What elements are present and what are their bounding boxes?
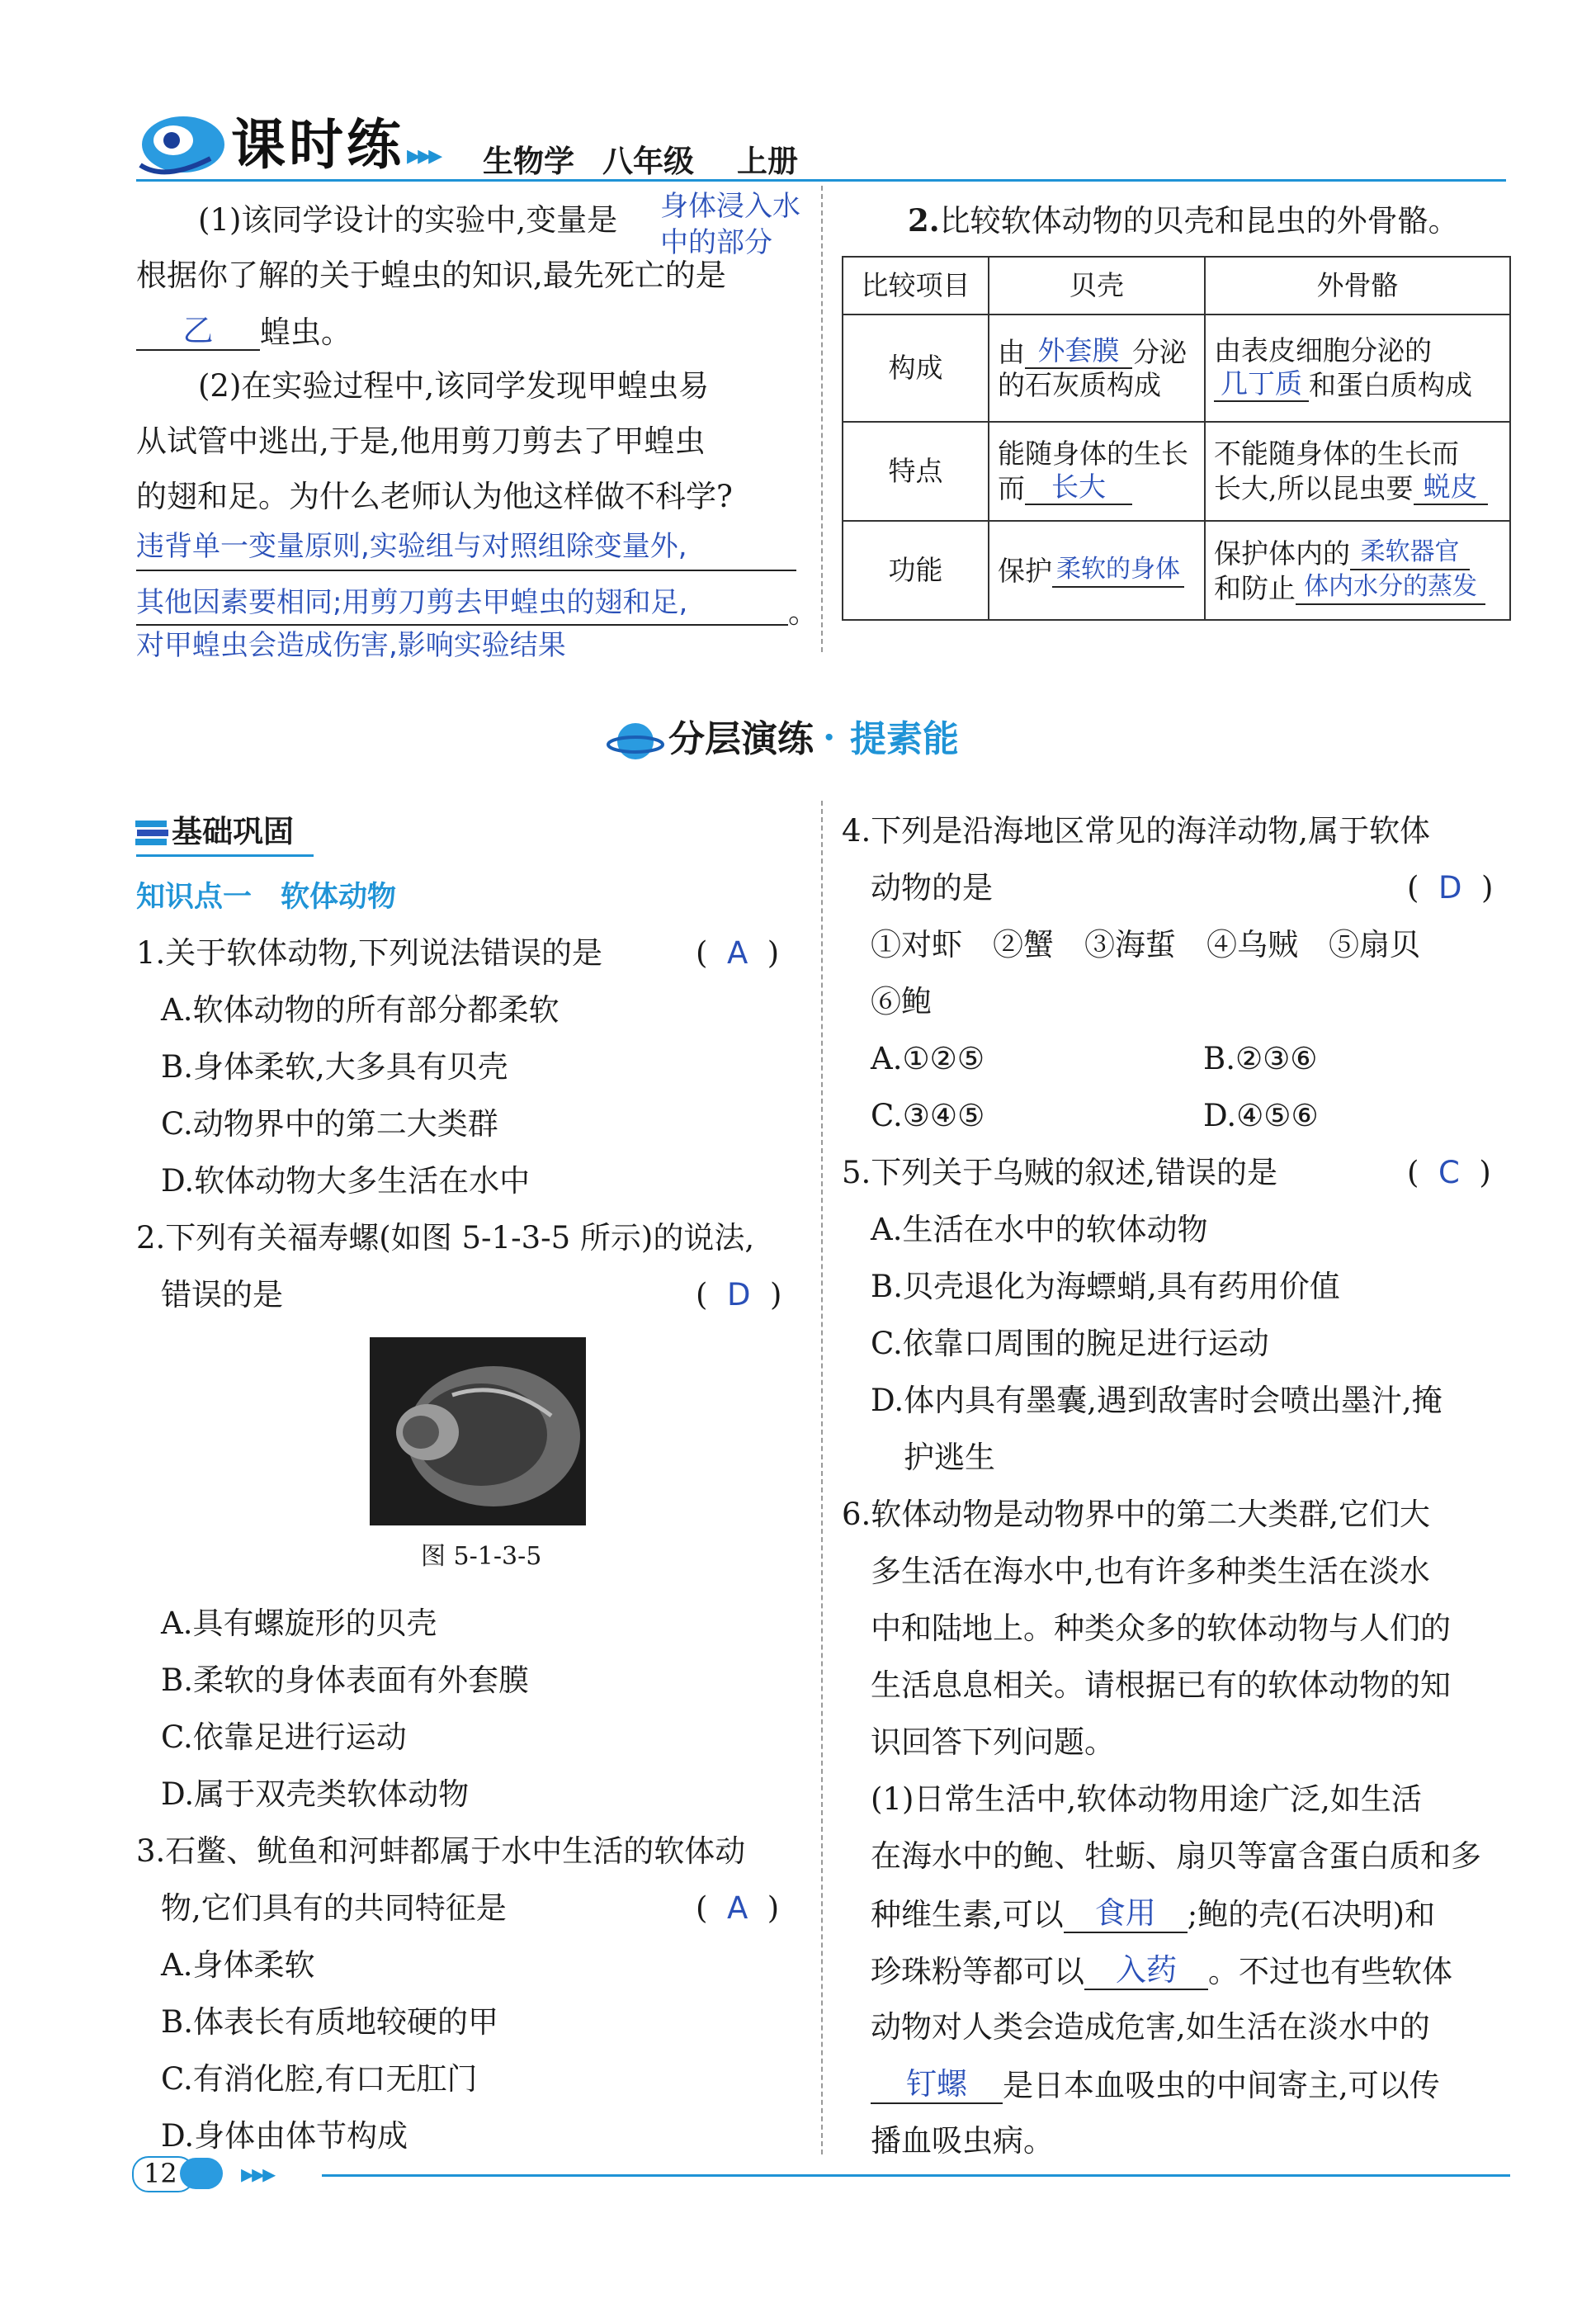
q3-stem-2: 物,它们具有的共同特征是 <box>161 1890 507 1926</box>
q4-option-a: A.①②⑤ <box>871 1041 985 1076</box>
page-footer <box>132 2154 1518 2196</box>
q3-option-a: A.身体柔软 <box>161 1947 315 1983</box>
q4-items-2: ⑥鲍 <box>871 984 932 1019</box>
q5-option-d-cont: 护逃生 <box>904 1440 995 1475</box>
q1-part2-answer-1: 违背单一变量原则,实验组与对照组除变量外, <box>136 530 687 563</box>
table-header-shell: 贝壳 <box>989 257 1205 315</box>
answer-soft-organs: 柔软器官 <box>1350 536 1470 570</box>
q4-items-1: ①对虾 ②蟹 ③海蜇 ④乌贼 ⑤扇贝 <box>871 927 1420 962</box>
q4-stem-2: 动物的是 <box>871 870 993 906</box>
figure-caption: 图 5-1-3-5 <box>421 1542 542 1571</box>
q6-line-4: 生活息息相关。请根据已有的软体动物的知 <box>871 1667 1451 1703</box>
q6-line-11: 钉螺 是日本血吸虫的中间寄主,可以传 <box>871 2066 1440 2104</box>
q1-part2-line2: 从试管中逃出,于是,他用剪刀剪去了甲蝗虫 <box>136 423 706 459</box>
table-header-exoskeleton: 外骨骼 <box>1205 257 1510 315</box>
header-subject: 生物学 <box>483 143 574 179</box>
cell-shell-function: 保护 柔软的身体 <box>989 521 1205 620</box>
knowledge-point-title: 知识点一 软体动物 <box>136 881 397 914</box>
q5-option-d: D.体内具有墨囊,遇到敌害时会喷出墨汁,掩 <box>871 1383 1443 1418</box>
answer-soft-body: 柔软的身体 <box>1052 553 1184 588</box>
answer-line-2 <box>136 624 788 626</box>
q1-option-a: A.软体动物的所有部分都柔软 <box>161 992 560 1028</box>
answer-edible: 食用 <box>1064 1895 1188 1933</box>
q4-option-c: C.③④⑤ <box>871 1098 985 1133</box>
row-label-composition: 构成 <box>843 315 989 422</box>
snail-figure <box>370 1337 586 1525</box>
q1-answer-variable: 身体浸入水中的部分 <box>660 190 800 259</box>
q3-option-d: D.身体由体节构成 <box>161 2118 408 2154</box>
q2-compare-title: 2.比较软体动物的贝壳和昆虫的外骨骼。 <box>908 202 1459 239</box>
q1-part2-answer-3: 对甲蝗虫会造成伤害,影响实验结果 <box>136 629 566 662</box>
column-divider-top <box>821 186 823 652</box>
compare-table <box>842 256 1511 621</box>
q6-line-6: (1)日常生活中,软体动物用途广泛,如生活 <box>871 1781 1422 1817</box>
cell-exo-feature: 不能随身体的生长而 长大,所以昆虫要 蜕皮 <box>1205 422 1510 521</box>
q6-line-8: 种维生素,可以 食用 ;鲍的壳(石决明)和 <box>871 1895 1436 1932</box>
banner-dot: · <box>823 717 836 759</box>
q1-part1-line2: 根据你了解的关于蝗虫的知识,最先死亡的是 <box>136 258 726 293</box>
q2-option-c: C.依靠足进行运动 <box>161 1719 407 1755</box>
footer-arrows: ▸▸▸ <box>241 2158 274 2189</box>
q1-answer-first-dead: 乙 <box>136 313 260 351</box>
q1-option-b: B.身体柔软,大多具有贝壳 <box>161 1049 508 1085</box>
brand-title: 课时练 <box>231 112 404 177</box>
answer-medicine: 入药 <box>1084 1952 1208 1990</box>
q1-stem: 1.关于软体动物,下列说法错误的是 <box>136 935 603 971</box>
header-rule <box>136 179 1506 182</box>
banner-left: 分层演练 <box>668 718 814 760</box>
q1-option-c: C.动物界中的第二大类群 <box>161 1106 498 1142</box>
q2-stem-1: 2.下列有关福寿螺(如图 5-1-3-5 所示)的说法, <box>136 1220 755 1256</box>
answer-oncomelania: 钉螺 <box>871 2066 1003 2104</box>
cell-exo-composition: 由表皮细胞分泌的 几丁质 和蛋白质构成 <box>1205 315 1510 422</box>
q6-line-5: 识回答下列问题。 <box>871 1724 1115 1760</box>
q1-part1-line1: (1)该同学设计的实验中,变量是 <box>198 202 618 238</box>
q1-part2-line1: (2)在实验过程中,该同学发现甲蝗虫易 <box>198 368 710 404</box>
q2-option-b: B.柔软的身体表面有外套膜 <box>161 1662 529 1698</box>
answer-grow: 长大 <box>1025 471 1132 505</box>
header-volume: 上册 <box>737 143 798 179</box>
books-icon <box>134 816 170 850</box>
q6-line-10: 动物对人类会造成危害,如生活在淡水中的 <box>871 2009 1430 2045</box>
q2-answer-bracket: ( D ) <box>696 1277 782 1312</box>
q3-option-b: B.体表长有质地较硬的甲 <box>161 2004 498 2040</box>
footer-rule <box>322 2174 1510 2177</box>
q1-part2-line3: 的翅和足。为什么老师认为他这样做不科学? <box>136 479 733 514</box>
header-arrows: ▸▸▸ <box>407 139 440 172</box>
answer-line-1 <box>136 570 796 571</box>
q1-part1-line3: 乙 蝗虫。 <box>136 313 352 351</box>
q5-option-a: A.生活在水中的软体动物 <box>871 1212 1208 1247</box>
page-number: 12 <box>144 2158 177 2189</box>
answer-water-loss: 体内水分的蒸发 <box>1296 570 1485 605</box>
row-label-feature: 特点 <box>843 422 989 521</box>
section-title: 基础巩固 <box>172 814 294 849</box>
cell-exo-function: 保护体内的 柔软器官 和防止 体内水分的蒸发 <box>1205 521 1510 620</box>
answer-molt: 蜕皮 <box>1414 471 1488 505</box>
badge-bubble <box>180 2158 223 2189</box>
q6-line-12: 播血吸虫病。 <box>871 2123 1054 2159</box>
banner-right: 提素能 <box>850 718 959 760</box>
q3-stem-1: 3.石鳖、鱿鱼和河蚌都属于水中生活的软体动 <box>136 1833 746 1869</box>
q1-answer-bracket: ( A ) <box>696 935 780 971</box>
row-label-function: 功能 <box>843 521 989 620</box>
q4-option-d: D.④⑤⑥ <box>1203 1098 1319 1133</box>
planet-icon <box>607 717 664 766</box>
answer-period: 。 <box>788 594 819 630</box>
page-header <box>0 0 1596 190</box>
q3-answer-bracket: ( A ) <box>696 1890 780 1926</box>
q2-option-d: D.属于双壳类软体动物 <box>161 1776 470 1812</box>
header-logo-icon <box>132 107 231 182</box>
q1-part2-answer-2: 其他因素要相同;用剪刀剪去甲蝗虫的翅和足, <box>136 586 688 619</box>
q6-line-1: 6.软体动物是动物界中的第二大类群,它们大 <box>842 1497 1431 1532</box>
cell-shell-feature: 能随身体的生长 而 长大 <box>989 422 1205 521</box>
q6-line-3: 中和陆地上。种类众多的软体动物与人们的 <box>871 1610 1451 1646</box>
q5-option-b: B.贝壳退化为海螵蛸,具有药用价值 <box>871 1269 1340 1304</box>
q4-stem-1: 4.下列是沿海地区常见的海洋动物,属于软体 <box>842 813 1431 849</box>
answer-mantle: 外套膜 <box>1025 334 1132 369</box>
q4-option-b: B.②③⑥ <box>1203 1041 1318 1076</box>
q5-stem: 5.下列关于乌贼的叙述,错误的是 <box>842 1155 1278 1190</box>
q2-stem-2: 错误的是 <box>161 1277 283 1312</box>
cell-shell-composition: 由 外套膜 分泌 的石灰质构成 <box>989 315 1205 422</box>
answer-chitin: 几丁质 <box>1214 367 1309 402</box>
q4-answer-bracket: ( D ) <box>1407 870 1494 906</box>
q1-option-d: D.软体动物大多生活在水中 <box>161 1163 531 1199</box>
q5-answer-bracket: ( C ) <box>1407 1155 1491 1190</box>
table-header-item: 比较项目 <box>843 257 989 315</box>
q2-option-a: A.具有螺旋形的贝壳 <box>161 1606 437 1641</box>
q6-line-2: 多生活在海水中,也有许多种类生活在淡水 <box>871 1554 1430 1589</box>
column-divider-bottom <box>821 801 823 2154</box>
header-grade: 八年级 <box>602 143 694 179</box>
q6-line-7: 在海水中的鲍、牡蛎、扇贝等富含蛋白质和多 <box>871 1838 1481 1874</box>
q5-option-c: C.依靠口周围的腕足进行运动 <box>871 1326 1269 1361</box>
section-title-underline <box>136 854 314 857</box>
q6-line-9: 珍珠粉等都可以 入药 。不过也有些软体 <box>871 1952 1452 1989</box>
q3-option-c: C.有消化腔,有口无肛门 <box>161 2061 478 2097</box>
